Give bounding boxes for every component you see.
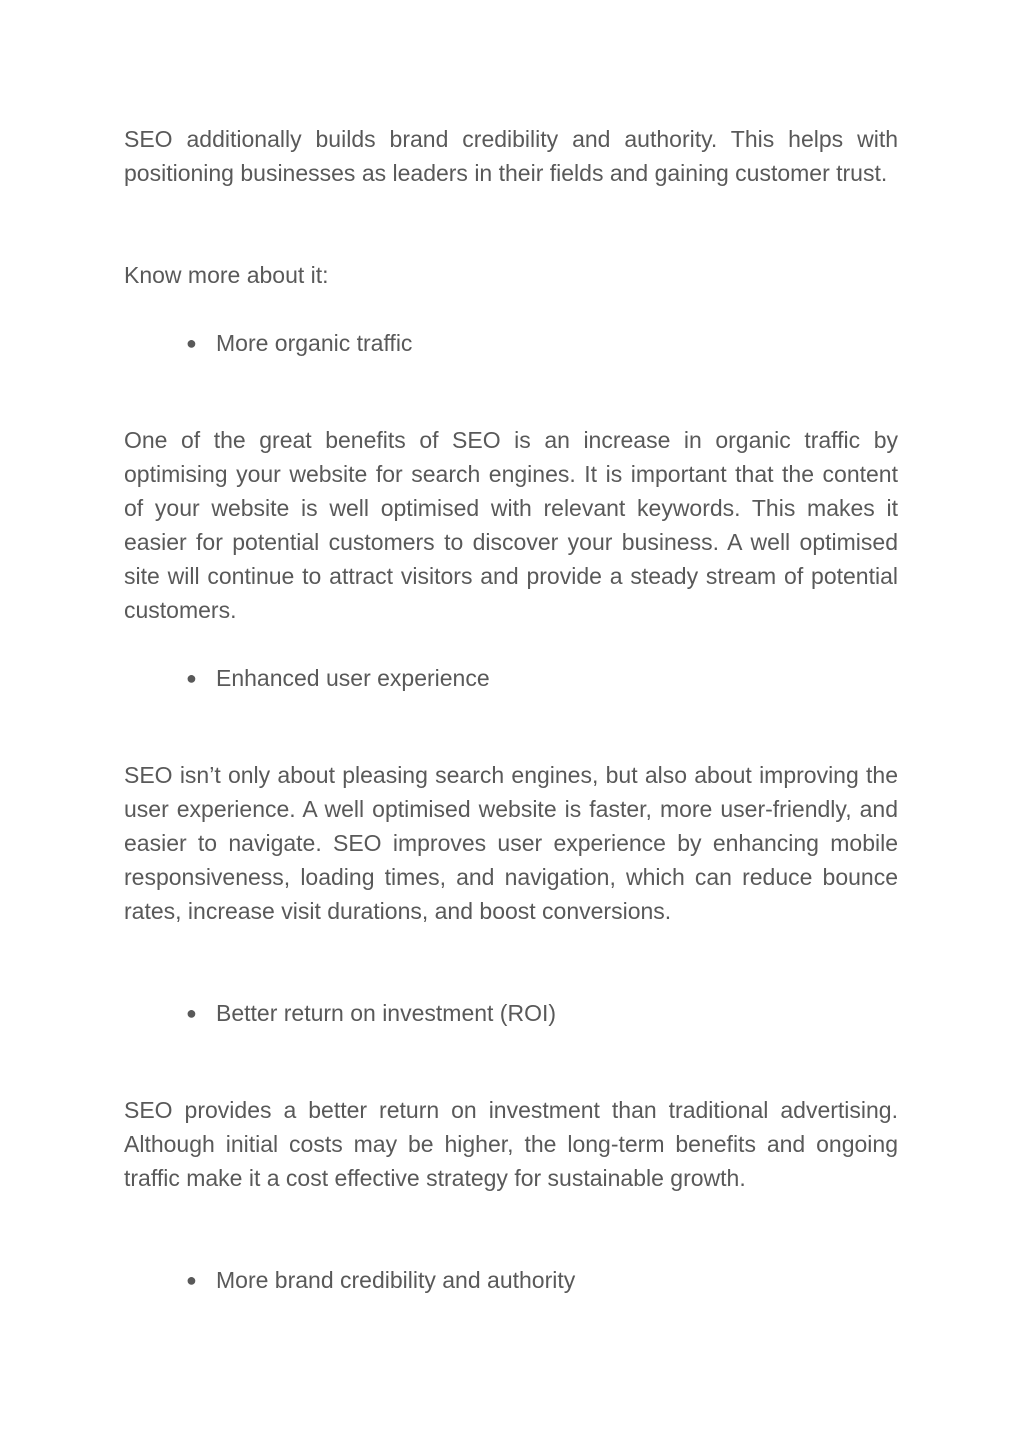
bullet-label: Better return on investment (ROI) [216, 1000, 557, 1026]
bullet-item-roi [186, 996, 556, 1030]
know-more-label: Know more about it: [124, 262, 329, 288]
organic-traffic-paragraph: One of the great benefits of SEO is an increase in organic traffic by optimising your website for search engines. It is important that the content of your website is well optimised with relevant keywords. This makes it easier for potential customers to discover your business. A well optimised site will continue to attract visitors and provide a steady stream of potential customers. [124, 427, 898, 623]
roi-paragraph: SEO provides a better return on investment than traditional advertising. Although initial costs may be higher, the long-term benefits and ongoing traffic make it a cost effective strategy for sustainable growth. [124, 1097, 898, 1191]
bullet-item-organic-traffic [186, 326, 412, 360]
bullet-item-brand-credibility [186, 1263, 575, 1297]
bullet-item-user-experience [186, 661, 490, 695]
intro-paragraph: SEO additionally builds brand credibility and authority. This helps with positioning businesses as leaders in their fields and gaining customer trust. [124, 126, 898, 186]
bullet-icon: ● [186, 333, 197, 353]
bullet-label: Enhanced user experience [216, 665, 490, 691]
bullet-icon: ● [186, 1003, 197, 1023]
bullet-icon: ● [186, 1270, 197, 1290]
user-experience-paragraph: SEO isn’t only about pleasing search engines, but also about improving the user experience. A well optimised website is faster, more user-friendly, and easier to navigate. SEO improves user experience by enhancing mobile responsiveness, loading times, and navigation, which can reduce bounce rates, increase visit durations, and boost conversions. [124, 762, 898, 924]
bullet-label: More brand credibility and authority [216, 1267, 576, 1293]
bullet-label: More organic traffic [216, 330, 413, 356]
bullet-icon: ● [186, 668, 197, 688]
